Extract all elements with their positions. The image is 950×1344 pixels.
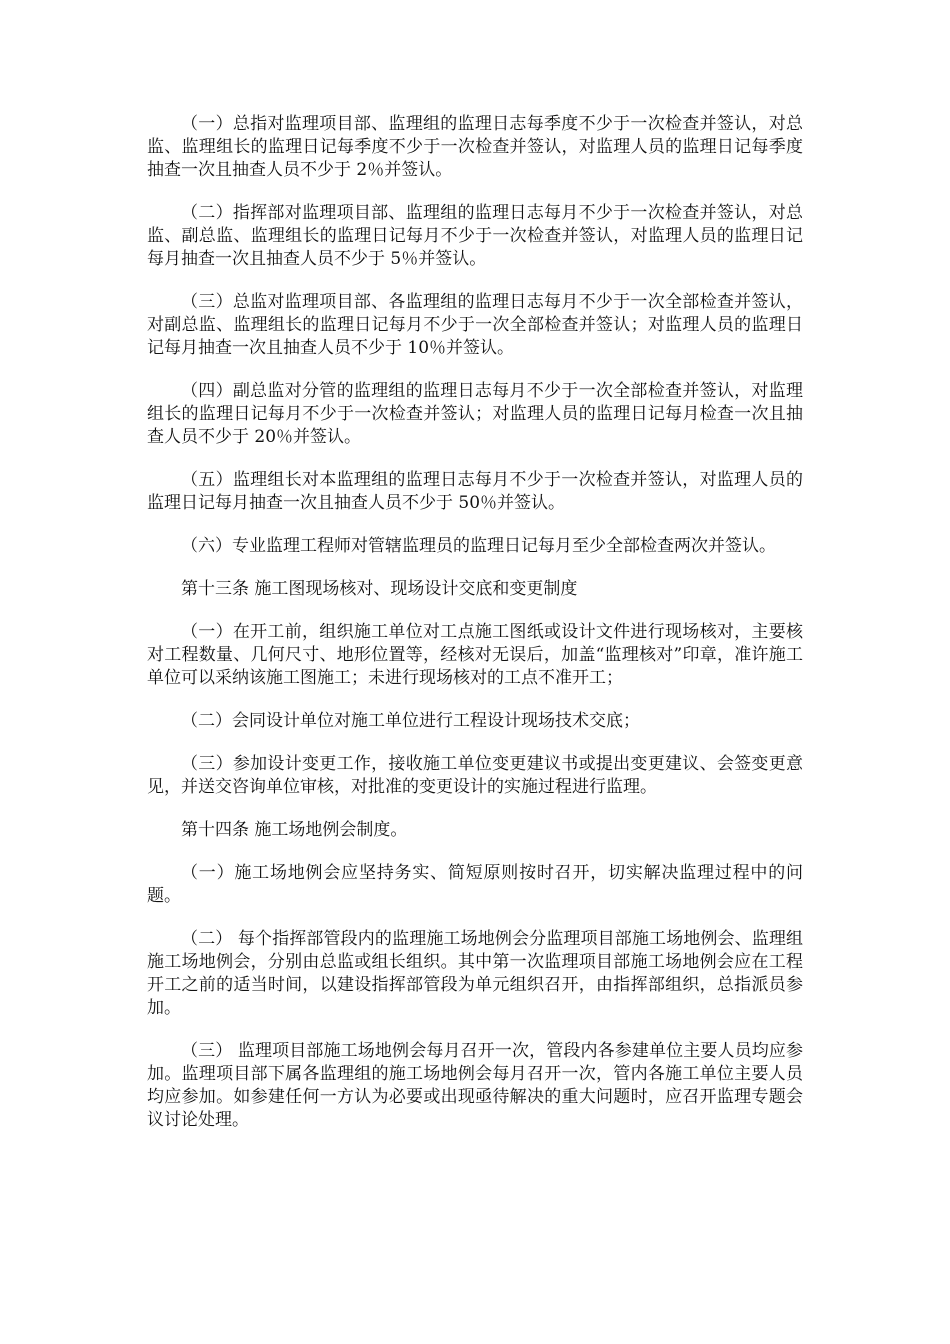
paragraph-item-2: （二） 每个指挥部管段内的监理施工场地例会分监理项目部施工场地例会、监理组施工场地例会，分别由总监或组长组织。其中第一次监理项目部施工场地例会应在工程开工之前的适当时间，以建设指挥部管段为单元组织召开，由指挥部组织，总指派员参加。 [147,929,803,1018]
paragraph-item-5: （五）监理组长对本监理组的监理日志每月不少于一次检查并签认，对监理人员的监理日记每月抽查一次且抽查人员不少于 50％并签认。 [147,470,803,513]
paragraph-item-1: （一）在开工前，组织施工单位对工点施工图纸或设计文件进行现场核对，主要核对工程数量、几何尺寸、地形位置等，经核对无误后，加盖“监理核对”印章，准许施工单位可以采纳该施工图施工；未进行现场核对的工点不准开工； [147,622,803,688]
paragraph-item-3: （三） 监理项目部施工场地例会每月召开一次，管段内各参建单位主要人员均应参加。监理项目部下属各监理组的施工场地例会每月召开一次，管内各施工单位主要人员均应参加。如参建任何一方认为必要或出现亟待解决的重大问题时，应召开监理专题会议讨论处理。 [147,1041,803,1130]
paragraph-item-3: （三）总监对监理项目部、各监理组的监理日志每月不少于一次全部检查并签认，对副总监、监理组长的监理日记每月不少于一次全部检查并签认；对监理人员的监理日记每月抽查一次且抽查人员不少于 10％并签认。 [147,292,803,358]
article-14-heading: 第十四条 施工场地例会制度。 [181,820,408,840]
paragraph-item-2: （二）会同设计单位对施工单位进行工程设计现场技术交底； [181,711,640,731]
paragraph-item-6: （六）专业监理工程师对管辖监理员的监理日记每月至少全部检查两次并签认。 [181,536,776,556]
article-13-heading: 第十三条 施工图现场核对、现场设计交底和变更制度 [181,579,578,599]
paragraph-item-1: （一）施工场地例会应坚持务实、简短原则按时召开，切实解决监理过程中的问题。 [147,863,803,906]
paragraph-item-1: （一）总指对监理项目部、监理组的监理日志每季度不少于一次检查并签认，对总监、监理组长的监理日记每季度不少于一次检查并签认，对监理人员的监理日记每季度抽查一次且抽查人员不少于 2％并签认。 [147,114,803,180]
paragraph-item-4: （四）副总监对分管的监理组的监理日志每月不少于一次全部检查并签认，对监理组长的监理日记每月不少于一次检查并签认；对监理人员的监理日记每月检查一次且抽查人员不少于 20％并签认。 [147,381,803,447]
document-body [147,113,803,1152]
paragraph-item-2: （二）指挥部对监理项目部、监理组的监理日志每月不少于一次检查并签认，对总监、副总监、监理组长的监理日记每月不少于一次检查并签认，对监理人员的监理日记每月抽查一次且抽查人员不少于 5％并签认。 [147,203,803,269]
paragraph-item-3: （三）参加设计变更工作，接收施工单位变更建议书或提出变更建议、会签变更意见，并送交咨询单位审核，对批准的变更设计的实施过程进行监理。 [147,754,803,797]
